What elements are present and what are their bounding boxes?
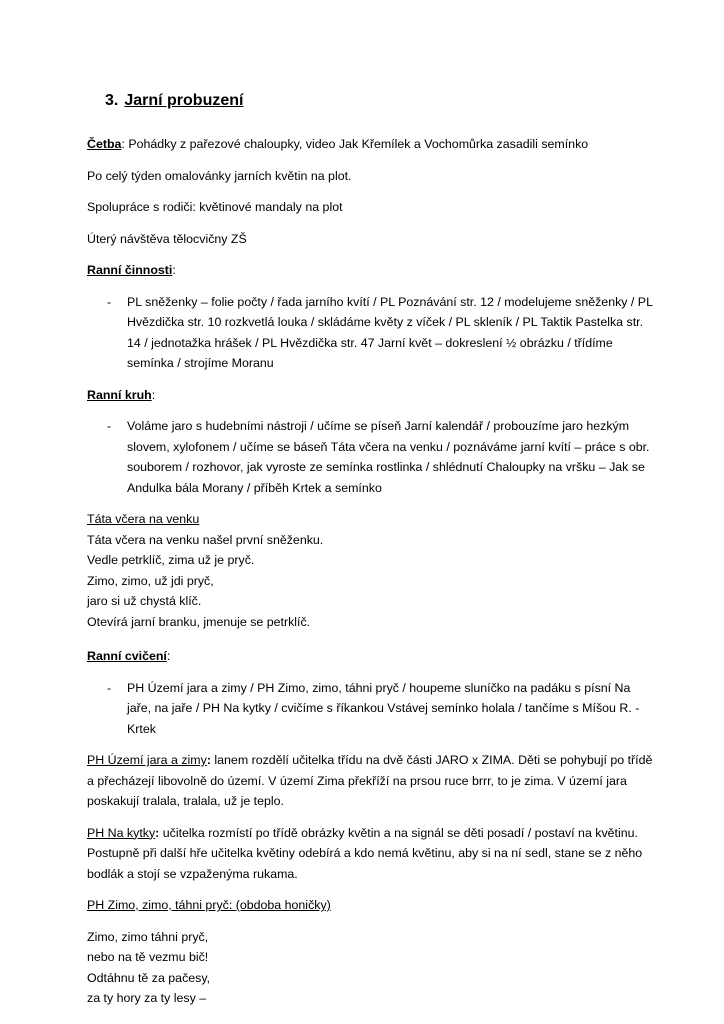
section-heading [105, 90, 657, 112]
list-dash: - [107, 294, 112, 309]
cetba-paragraph [87, 134, 657, 155]
poem-line: Vedle petrklíč, zima už je pryč. [87, 553, 255, 567]
cetba-text: : Pohádky z pařezové chaloupky, video Jak Křemílek a Vochomůrka zasadili semínko [121, 137, 589, 151]
ranni-cinnosti-colon: : [172, 263, 176, 277]
ranni-kruh-text: Voláme jaro s hudebními nástroji / učíme se píseň Jarní kalendář / probouzíme jaro hezkým slovem, xylofonem / učíme se báseň Táta včera na venku / poznáváme jarní kvítí – práce s obr. souborem / rozhovor, jak vyroste ze semínka rostlinka / shlédnutí Chaloupky na vršku – Jak se Andulka bála Morany / příběh Krtek a semínko [127, 419, 650, 495]
list-dash: - [107, 419, 112, 433]
poem-line: nebo na tě vezmu bič! [87, 950, 209, 964]
ranni-cinnosti-text: PL sněženky – folie počty / řada jarního kvítí / PL Poznávání str. 12 / modelujeme sněženky / PL Hvězdička str. 10 rozkvetlá louka / skládáme květy z víček / PL skleník / PL Taktik Pastelka str. 14 / jednotažka hrášek / PL Hvězdička str. 47 Jarní květ – dokreslení ½ obrázku / třídíme semínka / strojíme Moranu [127, 294, 653, 370]
ranni-cviceni-label: Ranní cvičení [87, 649, 167, 663]
ranni-cviceni-list-item [87, 678, 657, 740]
ranni-kruh-heading [87, 385, 657, 406]
ranni-kruh-label: Ranní kruh [87, 387, 152, 402]
game-kytky-paragraph [87, 823, 657, 885]
document-content [87, 90, 657, 1020]
ranni-cinnosti-heading [87, 260, 657, 281]
game-kytky-text: učitelka rozmístí po třídě obrázky květin a na signál se děti posadí / postaví na květinu. Postupně při další hře učitelka květiny odebírá a kdo nemá květinu, aby si na ní sedl, stane se z něho bodlák a stojí se vzpaženýma rukama. [87, 825, 643, 881]
paragraph-gym: Úterý návštěva tělocvičny ZŠ [87, 231, 247, 246]
poem-zimo [87, 927, 657, 1009]
paragraph-coloring: Po celý týden omalovánky jarních květin na plot. [87, 168, 352, 183]
poem-line: Zimo, zimo táhni pryč, [87, 929, 209, 944]
cetba-label: Četba [87, 137, 122, 151]
ranni-cinnosti-list-item [87, 292, 657, 374]
game-kytky-name: PH Na kytky [87, 825, 156, 840]
ranni-kruh-colon: : [151, 387, 156, 402]
poem-line: za ty hory za ty lesy – [87, 991, 207, 1005]
poem-tata-title: Táta včera na venku [87, 512, 200, 526]
ranni-cviceni-text: PH Území jara a zimy / PH Zimo, zimo, táhni pryč / houpeme sluníčko na padáku s písní Na jaře, na jaře / PH Na kytky / cvičíme s říkankou Vstávej semínko holala / tančíme s Míšou R. - Krtek [127, 680, 640, 736]
ranni-cviceni-colon: : [166, 649, 171, 663]
ranni-cinnosti-label: Ranní činnosti [87, 263, 173, 277]
ranni-cviceni-heading [87, 646, 657, 667]
poem-line: Odtáhnu tě za pačesy, [87, 970, 211, 985]
section-title: Jarní probuzení [124, 92, 244, 109]
paragraph-parents: Spolupráce s rodiči: květinové mandaly na plot [87, 200, 343, 214]
game-uzemi-text: lanem rozdělí učitelka třídu na dvě části JARO x ZIMA. Děti se pohybují po třídě a přecházejí libovolně do území. V území Zima překříží na prsou ruce brrr, to je zima. V území jara poskakují tralala, tralala, už je teplo. [87, 753, 653, 808]
list-dash: - [107, 680, 112, 695]
poem-line: Otevírá jarní branku, jmenuje se petrklíč. [87, 614, 311, 629]
poem-line: Zimo, zimo, už jdi pryč, [87, 573, 214, 588]
poem-line: jaro si už chystá klíč. [87, 594, 202, 608]
game-uzemi-paragraph [87, 750, 657, 812]
game-uzemi-colon: : [206, 753, 211, 767]
game-uzemi-name: PH Území jara a zimy [87, 753, 207, 767]
poem-tata [87, 509, 657, 632]
game-kytky-colon: : [155, 825, 160, 840]
poem-zimo-title: PH Zimo, zimo, táhni pryč: (obdoba honičky) [87, 898, 331, 912]
section-number: 3. [105, 92, 119, 109]
poem-line: Táta včera na venku našel první sněženku. [87, 532, 324, 547]
ranni-kruh-list-item [87, 416, 657, 498]
